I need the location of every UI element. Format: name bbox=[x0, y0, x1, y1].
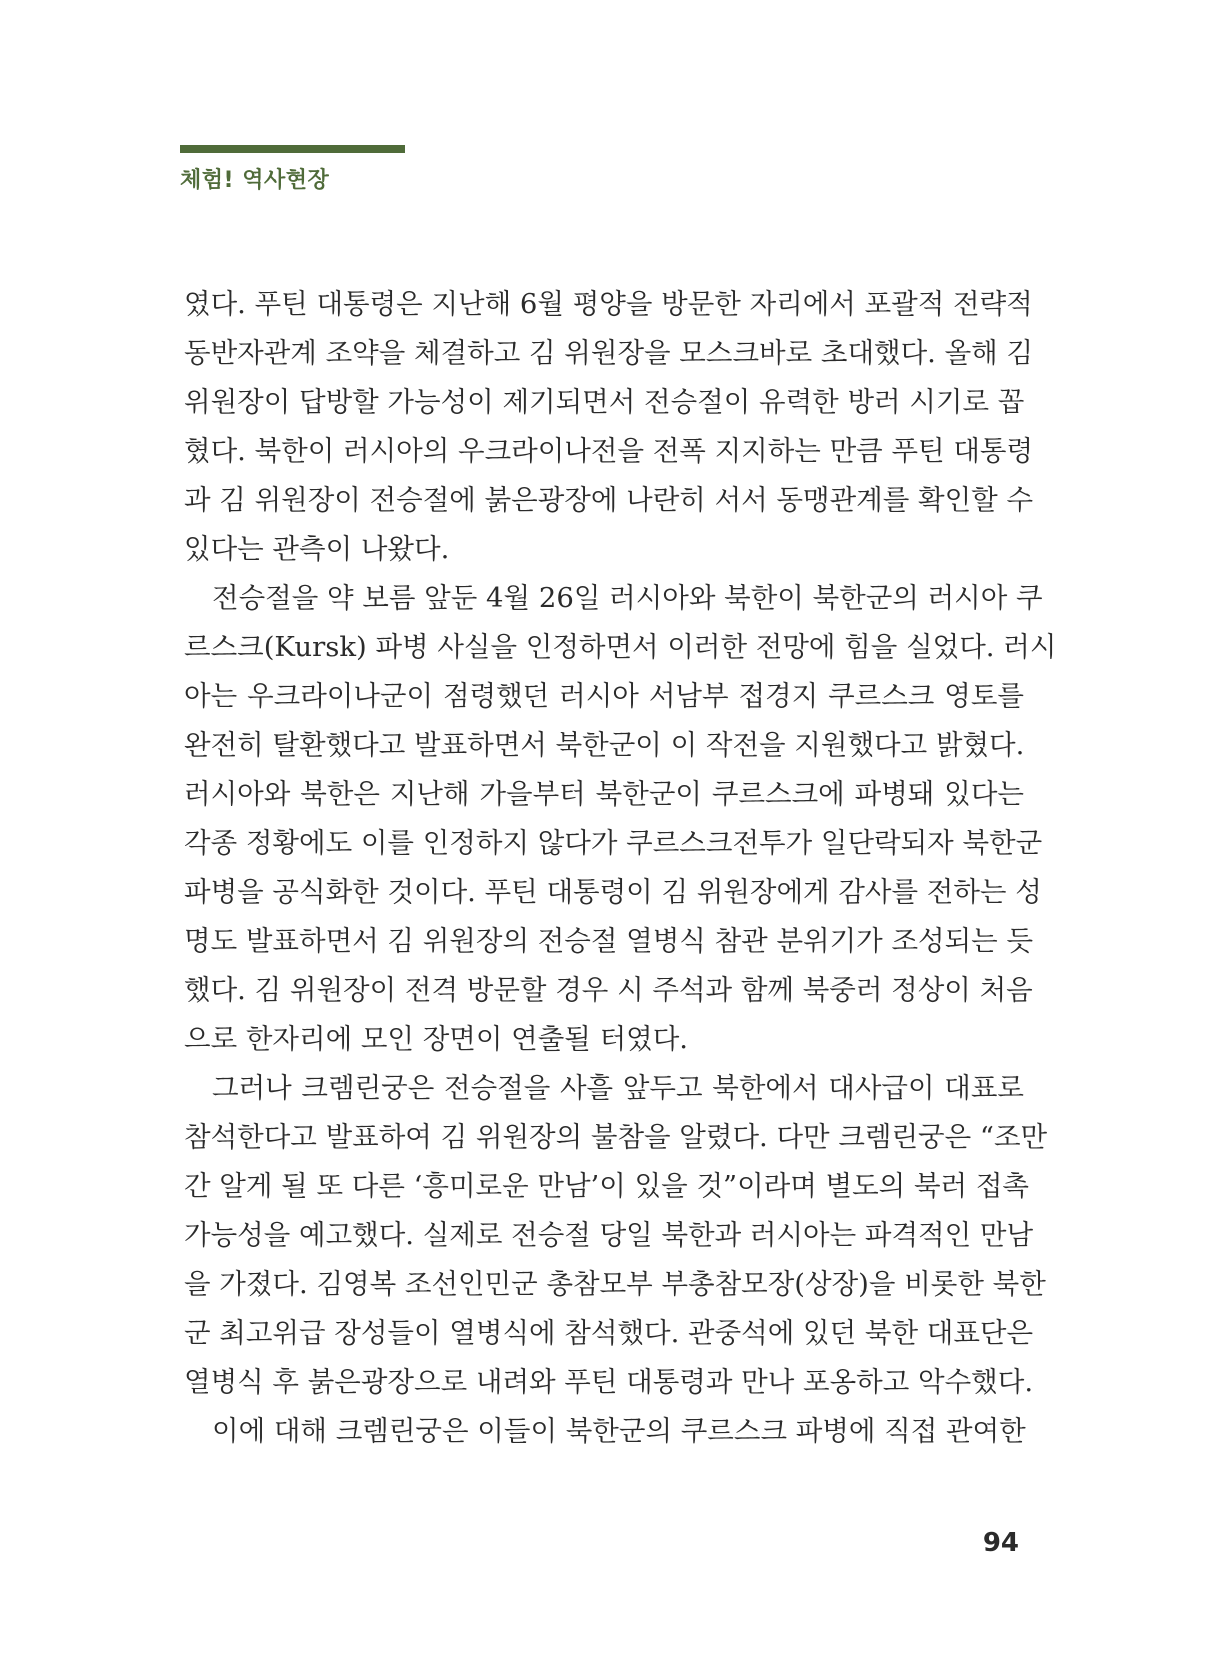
paragraph bbox=[184, 280, 1034, 574]
text-line: 위원장이 답방할 가능성이 제기되면서 전승절이 유력한 방러 시기로 꼽 bbox=[184, 386, 1025, 418]
text-line: 각종 정황에도 이를 인정하지 않다가 쿠르스크전투가 일단락되자 북한군 bbox=[184, 827, 1043, 859]
paragraph bbox=[184, 1064, 1048, 1407]
text-line: 으로 한자리에 모인 장면이 연출될 터였다. bbox=[184, 1023, 689, 1055]
paragraph bbox=[184, 1407, 1024, 1456]
text-line: 명도 발표하면서 김 위원장의 전승절 열병식 참관 분위기가 조성되는 듯 bbox=[184, 925, 1034, 957]
text-line: 혔다. 북한이 러시아의 우크라이나전을 전폭 지지하는 만큼 푸틴 대통령 bbox=[184, 435, 1034, 467]
text-line: 러시아와 북한은 지난해 가을부터 북한군이 쿠르스크에 파병돼 있다는 bbox=[184, 778, 1024, 810]
section-title: 체험! 역사현장 bbox=[180, 168, 330, 193]
text-line: 완전히 탈환했다고 발표하면서 북한군이 이 작전을 지원했다고 밝혔다. bbox=[184, 729, 1025, 761]
text-line: 전승절을 약 보름 앞둔 4월 26일 러시아와 북한이 북한군의 러시아 쿠 bbox=[212, 582, 1043, 614]
text-line: 참석한다고 발표하여 김 위원장의 불참을 알렸다. 다만 크렘린궁은 “조만 bbox=[184, 1121, 1048, 1153]
text-line: 파병을 공식화한 것이다. 푸틴 대통령이 김 위원장에게 감사를 전하는 성 bbox=[184, 876, 1042, 908]
section-accent-bar bbox=[180, 145, 405, 153]
paragraph bbox=[184, 574, 1057, 1064]
text-line: 군 최고위급 장성들이 열병식에 참석했다. 관중석에 있던 북한 대표단은 bbox=[184, 1317, 1034, 1349]
text-line: 그러나 크렘린궁은 전승절을 사흘 앞두고 북한에서 대사급이 대표로 bbox=[212, 1072, 1024, 1104]
text-line: 간 알게 될 또 다른 ‘흥미로운 만남’이 있을 것”이라며 별도의 북러 접촉 bbox=[184, 1170, 1029, 1202]
page-number: 94 bbox=[982, 1528, 1019, 1558]
text-line: 동반자관계 조약을 체결하고 김 위원장을 모스크바로 초대했다. 올해 김 bbox=[184, 337, 1034, 369]
text-line: 과 김 위원장이 전승절에 붉은광장에 나란히 서서 동맹관계를 확인할 수 bbox=[184, 484, 1034, 516]
text-line: 가능성을 예고했다. 실제로 전승절 당일 북한과 러시아는 파격적인 만남 bbox=[184, 1219, 1034, 1251]
text-line: 르스크(Kursk) 파병 사실을 인정하면서 이러한 전망에 힘을 실었다. 러시 bbox=[184, 631, 1057, 663]
text-line: 을 가졌다. 김영복 조선인민군 총참모부 부총참모장(상장)을 비롯한 북한 bbox=[184, 1268, 1046, 1300]
text-line: 이에 대해 크렘린궁은 이들이 북한군의 쿠르스크 파병에 직접 관여한 bbox=[212, 1415, 1026, 1447]
text-line: 아는 우크라이나군이 점령했던 러시아 서남부 접경지 쿠르스크 영토를 bbox=[184, 680, 1024, 712]
text-line: 였다. 푸틴 대통령은 지난해 6월 평양을 방문한 자리에서 포괄적 전략적 bbox=[184, 288, 1033, 320]
text-line: 있다는 관측이 나왔다. bbox=[184, 533, 450, 565]
text-line: 열병식 후 붉은광장으로 내려와 푸틴 대통령과 만나 포옹하고 악수했다. bbox=[184, 1366, 1034, 1398]
text-line: 했다. 김 위원장이 전격 방문할 경우 시 주석과 함께 북중러 정상이 처음 bbox=[184, 974, 1033, 1006]
article-body bbox=[184, 280, 1057, 1456]
